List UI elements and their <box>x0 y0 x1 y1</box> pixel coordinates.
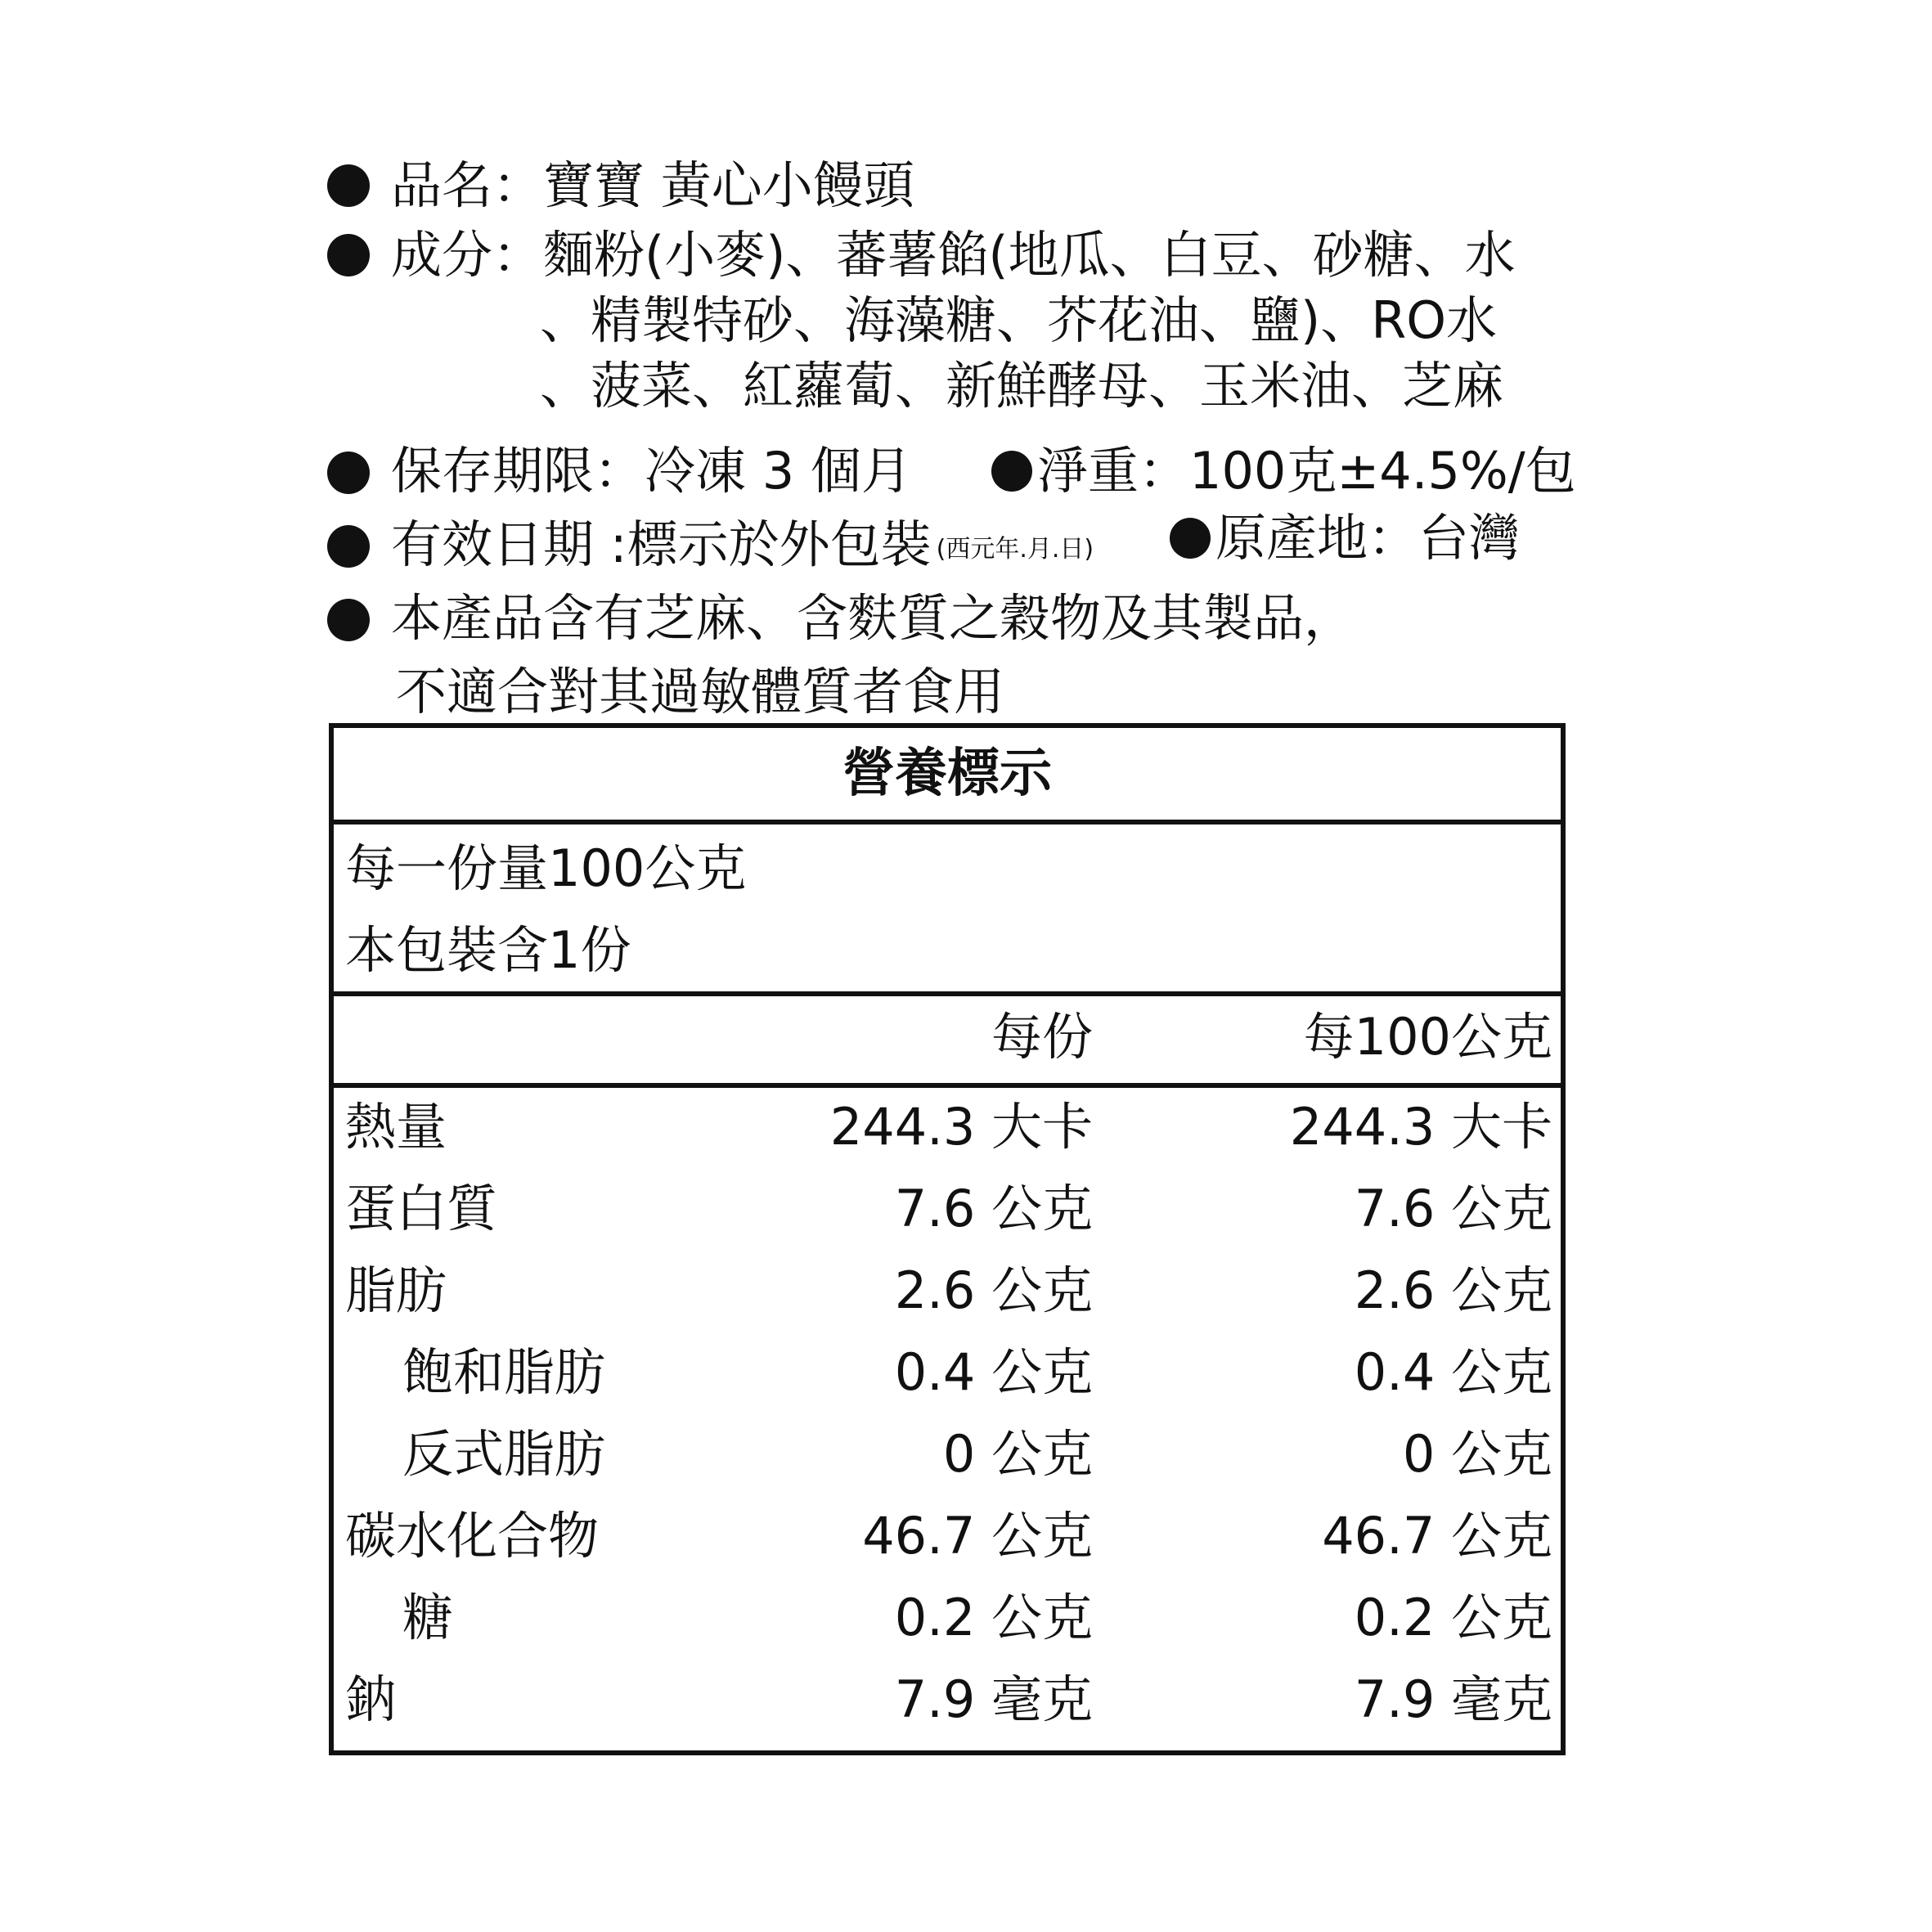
nutrient-value-per-serving: 244.3 大卡 <box>829 1097 1093 1157</box>
servings-per-package: 本包裝含1份 <box>345 920 631 980</box>
nutrient-value-per-100g: 2.6 公克 <box>1354 1260 1552 1320</box>
nutrient-value-per-100g: 0.2 公克 <box>1354 1588 1552 1647</box>
bullet-icon <box>327 234 370 276</box>
nutrient-label: 蛋白質 <box>345 1179 498 1238</box>
nutrient-value-per-serving: 46.7 公克 <box>862 1506 1093 1566</box>
nutrient-label: 反式脂肪 <box>402 1424 606 1484</box>
nutrient-value-per-100g: 0.4 公克 <box>1354 1342 1552 1402</box>
nutrient-value-per-serving: 0 公克 <box>942 1424 1093 1484</box>
bullet-icon <box>327 452 370 494</box>
nutrient-value-per-serving: 7.9 毫克 <box>894 1669 1093 1729</box>
expiry-text: 有效日期 :標示於外包裝 <box>391 514 932 574</box>
net-weight-text: 淨重：100克±4.5%/包 <box>1037 441 1576 501</box>
nutrient-value-per-serving: 0.4 公克 <box>894 1342 1093 1402</box>
expiry-format-note: (西元年.月.日) <box>936 535 1094 564</box>
net-weight <box>991 438 1576 504</box>
column-header-per-100g: 每100公克 <box>1303 1007 1552 1067</box>
bullet-icon <box>327 525 370 568</box>
nutrient-label: 脂肪 <box>345 1260 447 1320</box>
nutrient-label: 熱量 <box>345 1097 447 1157</box>
ingredients-line-3: 、菠菜、紅蘿蔔、新鮮酵母、玉米油、芝麻 <box>540 356 1504 416</box>
bullet-icon <box>991 451 1032 492</box>
divider <box>334 820 1561 824</box>
column-header-per-serving: 每份 <box>991 1007 1093 1067</box>
ingredients-line-1: 成分：麵粉(小麥)、蕃薯餡(地瓜、白豆、砂糖、水 <box>391 225 1516 285</box>
bullet-icon <box>327 164 370 207</box>
nutrition-title: 營養標示 <box>842 744 1052 804</box>
ingredients-line-2: 、精製特砂、海藻糖、芥花油、鹽)、RO水 <box>540 290 1498 350</box>
nutrient-value-per-100g: 244.3 大卡 <box>1289 1097 1552 1157</box>
divider <box>334 1083 1561 1088</box>
nutrient-label: 糖 <box>402 1588 454 1647</box>
nutrition-table <box>329 723 1566 1755</box>
nutrient-value-per-100g: 46.7 公克 <box>1322 1506 1552 1566</box>
shelf-life: 保存期限：冷凍 3 個月 <box>391 441 912 501</box>
nutrient-label: 鈉 <box>345 1669 397 1729</box>
nutrient-label: 碳水化合物 <box>345 1506 600 1566</box>
origin <box>1170 505 1520 571</box>
nutrient-value-per-100g: 7.9 毫克 <box>1354 1669 1552 1729</box>
serving-size: 每一份量100公克 <box>345 838 747 898</box>
product-name: 品名：寶寶 黃心小饅頭 <box>391 155 914 215</box>
nutrient-label: 飽和脂肪 <box>402 1342 606 1402</box>
origin-text: 原產地：台灣 <box>1215 508 1521 568</box>
nutrient-value-per-100g: 7.6 公克 <box>1354 1179 1552 1238</box>
nutrient-value-per-serving: 0.2 公克 <box>894 1588 1093 1647</box>
nutrient-value-per-serving: 2.6 公克 <box>894 1260 1093 1320</box>
bullet-icon <box>327 599 370 641</box>
bullet-icon <box>1170 518 1211 559</box>
expiry-date <box>391 512 1094 582</box>
allergen-warning-line-1: 本產品含有芝麻、含麩質之穀物及其製品， <box>391 588 1355 648</box>
nutrient-value-per-serving: 7.6 公克 <box>894 1179 1093 1238</box>
nutrient-value-per-100g: 0 公克 <box>1402 1424 1552 1484</box>
allergen-warning-line-2: 不適合對其過敏體質者食用 <box>396 662 1005 721</box>
divider <box>334 991 1561 996</box>
